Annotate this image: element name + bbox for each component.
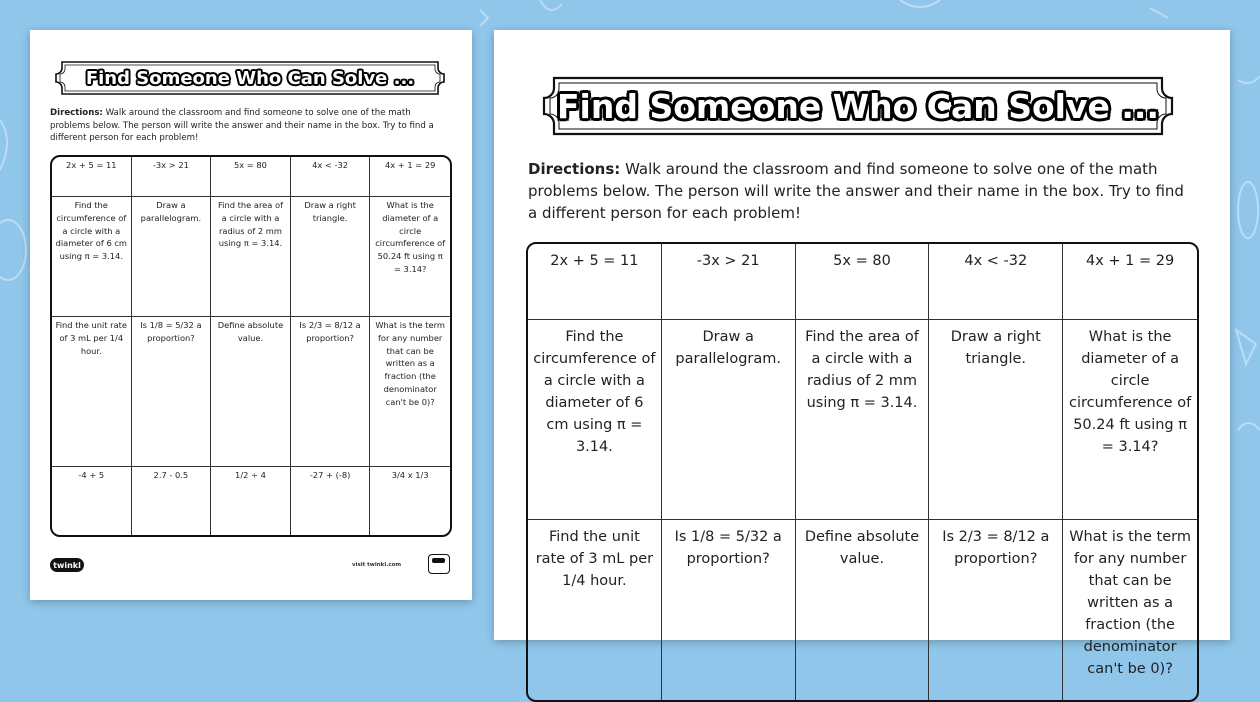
table-row [52,467,450,535]
problem-cell: 1/2 ÷ 4 [211,467,291,535]
problem-cell: -27 + (-8) [291,467,371,535]
problem-cell: Define absolute value. [796,520,930,700]
problem-cell: 5x = 80 [796,244,930,320]
table-row [528,320,1197,520]
problem-cell: 2x + 5 = 11 [52,157,132,197]
table-row [52,197,450,317]
problem-cell: Find the area of a circle with a radius of 2 mm using π = 3.14. [796,320,930,520]
problem-cell: What is the diameter of a circle circumference of 50.24 ft using π = 3.14? [370,197,450,317]
badge-icon [428,554,450,574]
directions [50,107,450,145]
worksheet-title: Find Someone Who Can Solve ... [557,86,1159,126]
worksheet-thumbnail [30,30,472,600]
table-row [528,244,1197,320]
directions [528,158,1188,224]
directions-label: Directions: [50,108,103,118]
problem-cell: Draw a parallelogram. [132,197,212,317]
worksheet-zoomed [494,30,1230,677]
problem-cell: 4x + 1 = 29 [1063,244,1197,320]
problem-cell: Find the circumference of a circle with a diameter of 6 cm using π = 3.14. [528,320,662,520]
problem-cell: Draw a right triangle. [291,197,371,317]
problem-cell: 3/4 x 1/3 [391,470,429,480]
problem-cell: What is the diameter of a circle circumference of 50.24 ft using π = 3.14? [1063,320,1197,520]
problem-cell: -3x > 21 [132,157,212,197]
table-row [528,520,1197,700]
directions-text: Walk around the classroom and find someone to solve one of the math problems below. The person will write the answer and their name in the box. Try to find a different person for each problem! [50,108,434,143]
problem-grid [50,155,452,537]
problem-cell: 2x + 5 = 11 [528,244,662,320]
footer-url: visit twinkl.com [352,562,402,568]
problem-cell: -4 + 5 [52,467,132,535]
problem-cell: Is 1/8 = 5/32 a proportion? [132,317,212,467]
problem-cell: Find the area of a circle with a radius of 2 mm using π = 3.14. [211,197,291,317]
problem-cell: Find the unit rate of 3 mL per 1/4 hour. [52,317,132,467]
directions-text: Walk around the classroom and find someone to solve one of the math problems below. The person will write the answer and their name in the box. Try to find a different person for each problem! [528,160,1184,222]
problem-cell: What is the term for any number that can be written as a fraction (the denominator can't be 0)? [1069,529,1191,677]
problem-cell: Is 1/8 = 5/32 a proportion? [662,520,796,700]
problem-cell: Draw a parallelogram. [662,320,796,520]
problem-cell: Is 2/3 = 8/12 a proportion? [929,520,1063,700]
table-row [52,317,450,467]
problem-cell: Define absolute value. [211,317,291,467]
problem-cell: 4x + 1 = 29 [370,157,450,197]
table-row [52,157,450,197]
problem-cell: Is 2/3 = 8/12 a proportion? [291,317,371,467]
problem-grid [526,242,1199,702]
problem-cell: 4x < -32 [929,244,1063,320]
problem-cell: Find the unit rate of 3 mL per 1/4 hour. [528,520,662,700]
directions-label: Directions: [528,160,621,178]
problem-cell: -3x > 21 [662,244,796,320]
twinkl-logo: twinkl [50,558,84,572]
title-banner [540,75,1176,137]
problem-cell: What is the term for any number that can be written as a fraction (the denominator can't be 0)? [370,317,450,467]
title-banner [54,60,446,96]
problem-cell: 2.7 - 0.5 [132,467,212,535]
problem-cell: Draw a right triangle. [929,320,1063,520]
problem-cell: 4x < -32 [291,157,371,197]
problem-cell: 5x = 80 [211,157,291,197]
worksheet-title: Find Someone Who Can Solve ... [85,67,415,89]
problem-cell: Find the circumference of a circle with a diameter of 6 cm using π = 3.14. [52,197,132,317]
